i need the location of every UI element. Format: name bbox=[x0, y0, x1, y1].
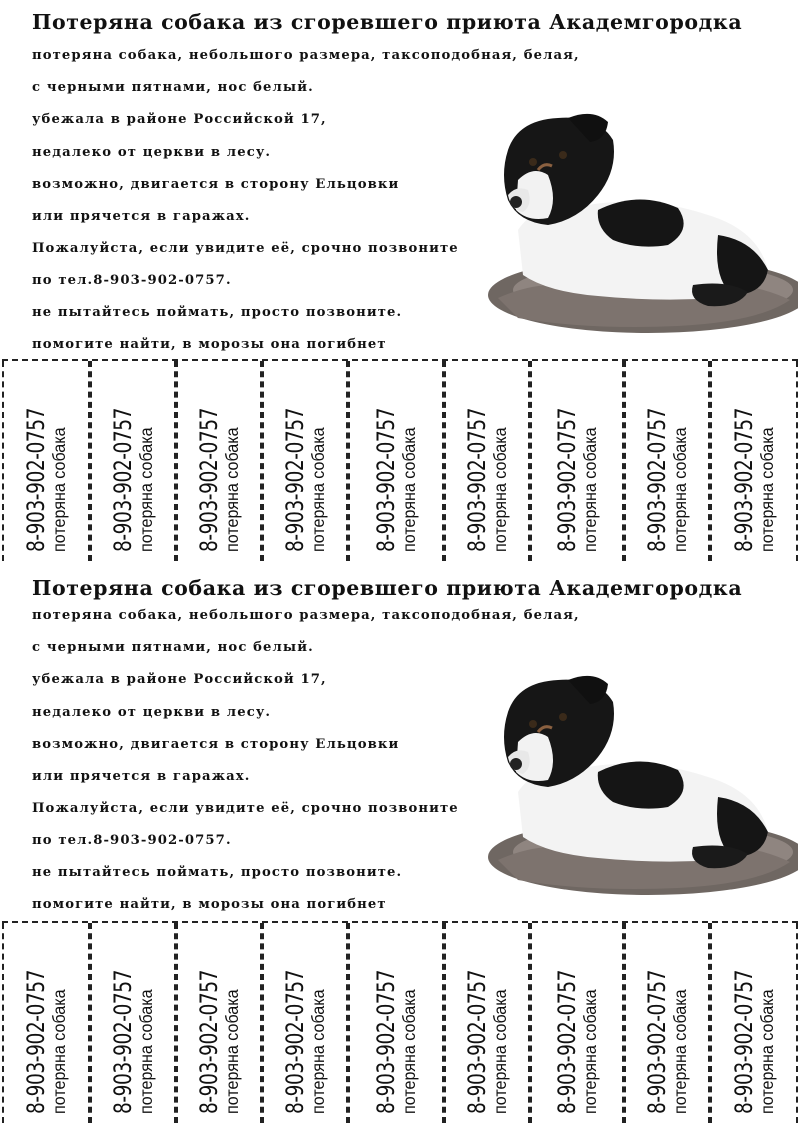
tab-phone-number: 8-903-902-0757 bbox=[195, 969, 223, 1114]
tab-label: потеряна собака bbox=[399, 989, 419, 1114]
tear-off-tab[interactable] bbox=[262, 923, 348, 1123]
poster-line: убежала в районе Российской 17, bbox=[32, 672, 327, 687]
tear-off-tab[interactable] bbox=[176, 923, 262, 1123]
tab-label: потеряна собака bbox=[670, 427, 690, 552]
tab-phone-number: 8-903-902-0757 bbox=[643, 969, 671, 1114]
tab-phone-number: 8-903-902-0757 bbox=[553, 407, 581, 552]
tab-label: потеряна собака bbox=[399, 427, 419, 552]
tear-off-tab[interactable] bbox=[624, 923, 710, 1123]
tab-phone-number: 8-903-902-0757 bbox=[372, 969, 400, 1114]
tear-off-tab[interactable] bbox=[262, 361, 348, 561]
tear-off-tab[interactable] bbox=[624, 361, 710, 561]
tear-off-tab[interactable] bbox=[530, 923, 624, 1123]
poster-line: с черными пятнами, нос белый. bbox=[32, 80, 314, 95]
lost-dog-poster bbox=[0, 566, 800, 1131]
tab-phone-number: 8-903-902-0757 bbox=[281, 969, 309, 1114]
tab-label: потеряна собака bbox=[308, 427, 328, 552]
tear-off-tab[interactable] bbox=[2, 361, 90, 561]
tab-label: потеряна собака bbox=[222, 989, 242, 1114]
tab-label: потеряна собака bbox=[136, 989, 156, 1114]
poster-line: или прячется в гаражах. bbox=[32, 209, 251, 224]
dog-photo bbox=[478, 110, 798, 335]
tab-label: потеряна собака bbox=[580, 427, 600, 552]
poster-line: возможно, двигается в сторону Ельцовки bbox=[32, 177, 400, 192]
tab-phone-number: 8-903-902-0757 bbox=[553, 969, 581, 1114]
dog-photo bbox=[478, 672, 798, 897]
tab-label: потеряна собака bbox=[49, 989, 69, 1114]
tab-phone-number: 8-903-902-0757 bbox=[730, 969, 758, 1114]
poster-line: не пытайтесь поймать, просто позвоните. bbox=[32, 305, 403, 320]
poster-line: недалеко от церкви в лесу. bbox=[32, 145, 272, 160]
tab-label: потеряна собака bbox=[49, 427, 69, 552]
poster-title: Потеряна собака из сгоревшего приюта Академгородка bbox=[32, 576, 743, 600]
tear-off-tab[interactable] bbox=[444, 923, 530, 1123]
tab-label: потеряна собака bbox=[670, 989, 690, 1114]
tab-label: потеряна собака bbox=[222, 427, 242, 552]
tear-off-tab[interactable] bbox=[348, 923, 444, 1123]
tear-off-tab[interactable] bbox=[348, 361, 444, 561]
poster-line: потеряна собака, небольшого размера, таксоподобная, белая, bbox=[32, 608, 580, 623]
poster-line: помогите найти, в морозы она погибнет bbox=[32, 897, 387, 912]
poster-line: убежала в районе Российской 17, bbox=[32, 112, 327, 127]
tab-label: потеряна собака bbox=[757, 989, 777, 1114]
tab-phone-number: 8-903-902-0757 bbox=[372, 407, 400, 552]
poster-line: или прячется в гаражах. bbox=[32, 769, 251, 784]
tab-phone-number: 8-903-902-0757 bbox=[22, 969, 50, 1114]
tab-phone-number: 8-903-902-0757 bbox=[463, 969, 491, 1114]
tear-off-tab[interactable] bbox=[710, 361, 798, 561]
poster-line: помогите найти, в морозы она погибнет bbox=[32, 337, 387, 352]
tab-label: потеряна собака bbox=[580, 989, 600, 1114]
tab-phone-number: 8-903-902-0757 bbox=[109, 407, 137, 552]
tear-off-strip bbox=[2, 921, 798, 1127]
tab-phone-number: 8-903-902-0757 bbox=[730, 407, 758, 552]
poster-line: с черными пятнами, нос белый. bbox=[32, 640, 314, 655]
tear-off-strip bbox=[2, 359, 798, 565]
tab-phone-number: 8-903-902-0757 bbox=[643, 407, 671, 552]
poster-line: потеряна собака, небольшого размера, таксоподобная, белая, bbox=[32, 48, 580, 63]
poster-line: по тел.8-903-902-0757. bbox=[32, 833, 232, 848]
tab-label: потеряна собака bbox=[757, 427, 777, 552]
poster-line: Пожалуйста, если увидите её, срочно позвоните bbox=[32, 801, 459, 816]
poster-line: возможно, двигается в сторону Ельцовки bbox=[32, 737, 400, 752]
tab-label: потеряна собака bbox=[490, 427, 510, 552]
tab-phone-number: 8-903-902-0757 bbox=[22, 407, 50, 552]
tab-label: потеряна собака bbox=[490, 989, 510, 1114]
tear-off-tab[interactable] bbox=[710, 923, 798, 1123]
tab-phone-number: 8-903-902-0757 bbox=[195, 407, 223, 552]
tear-off-tab[interactable] bbox=[90, 923, 176, 1123]
tab-phone-number: 8-903-902-0757 bbox=[463, 407, 491, 552]
poster-line: недалеко от церкви в лесу. bbox=[32, 705, 272, 720]
tear-off-tab[interactable] bbox=[90, 361, 176, 561]
tear-off-tab[interactable] bbox=[2, 923, 90, 1123]
poster-title: Потеряна собака из сгоревшего приюта Академгородка bbox=[32, 10, 743, 34]
tab-label: потеряна собака bbox=[136, 427, 156, 552]
poster-line: не пытайтесь поймать, просто позвоните. bbox=[32, 865, 403, 880]
tear-off-tab[interactable] bbox=[530, 361, 624, 561]
tab-label: потеряна собака bbox=[308, 989, 328, 1114]
tear-off-tab[interactable] bbox=[444, 361, 530, 561]
tab-phone-number: 8-903-902-0757 bbox=[281, 407, 309, 552]
poster-line: по тел.8-903-902-0757. bbox=[32, 273, 232, 288]
tear-off-tab[interactable] bbox=[176, 361, 262, 561]
tab-phone-number: 8-903-902-0757 bbox=[109, 969, 137, 1114]
lost-dog-poster bbox=[0, 0, 800, 565]
poster-line: Пожалуйста, если увидите её, срочно позвоните bbox=[32, 241, 459, 256]
